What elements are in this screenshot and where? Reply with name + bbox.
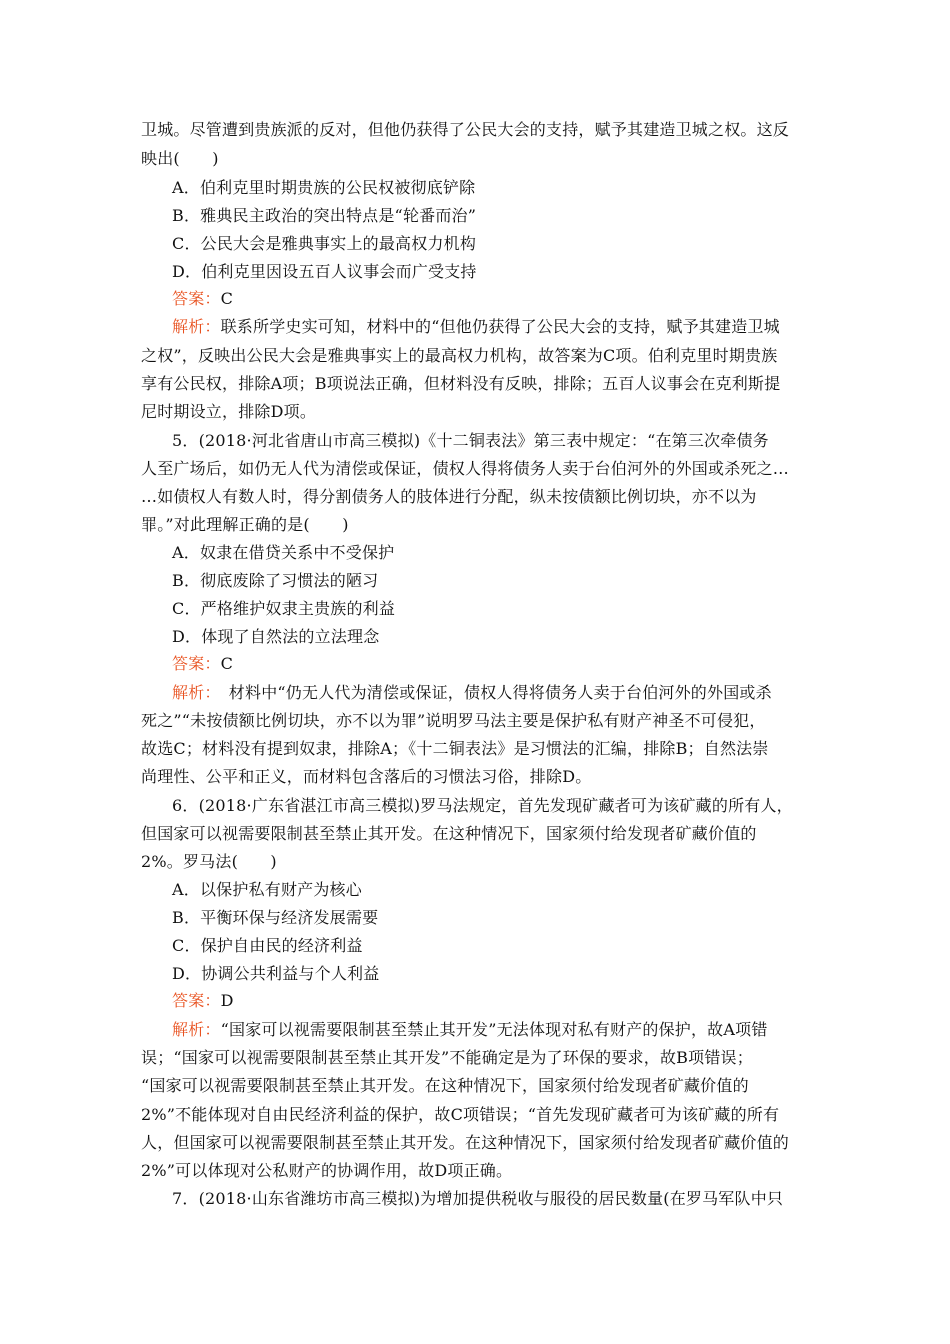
question-6-line: 6．(2018·广东省湛江市高三模拟)罗马法规定，首先发现矿藏者可为该矿藏的所有人， [172, 796, 793, 815]
answer-label: 答案： [172, 654, 221, 673]
answer-label: 答案： [172, 289, 221, 308]
answer-value: C [220, 654, 234, 673]
question-5-line: 罪。”对此理解正确的是( ) [141, 515, 349, 534]
option-d: D．体现了自然法的立法理念 [172, 627, 380, 646]
answer-label: 答案： [172, 991, 221, 1010]
analysis-line: 解析： 材料中“仍无人代为清偿或保证，债权人得将债务人卖于台伯河外的外国或杀 [172, 683, 772, 702]
option-c: C．公民大会是雅典事实上的最高权力机构 [172, 234, 477, 253]
question-stem-line: 映出( ) [141, 149, 219, 168]
analysis-line: 尚理性、公平和正义，而材料包含落后的习惯法习俗，排除D。 [141, 767, 592, 786]
option-a: A．奴隶在借贷关系中不受保护 [172, 543, 395, 562]
text-line: 卫城。尽管遭到贵族派的反对，但他仍获得了公民大会的支持，赋予其建造卫城之权。这反 [141, 120, 790, 139]
question-6-line: 2%。罗马法( ) [141, 852, 277, 871]
analysis-line: 享有公民权，排除A项；B项说法正确，但材料没有反映，排除；五百人议事会在克利斯提 [141, 374, 781, 393]
analysis-line: 误；“国家可以视需要限制甚至禁止其开发”不能确定是为了环保的要求，故B项错误； [141, 1048, 753, 1067]
answer-value: D [220, 991, 234, 1010]
option-b: B．平衡环保与经济发展需要 [172, 908, 379, 927]
analysis-line: 故选C；材料没有提到奴隶，排除A；《十二铜表法》是习惯法的汇编，排除B；自然法崇 [141, 739, 769, 758]
answer-line [172, 654, 233, 674]
analysis-line: 解析：“国家可以视需要限制甚至禁止其开发”无法体现对私有财产的保护，故A项错 [172, 1020, 768, 1039]
analysis-line: 尼时期设立，排除D项。 [141, 402, 317, 421]
option-a: A．以保护私有财产为核心 [172, 880, 362, 899]
answer-line [172, 289, 233, 309]
question-5-line: …如债权人有数人时，得分割债务人的肢体进行分配，纵未按债额比例切块，亦不以为 [141, 487, 757, 506]
answer-line [172, 991, 234, 1011]
option-c: C．保护自由民的经济利益 [172, 936, 363, 955]
option-d: D．协调公共利益与个人利益 [172, 964, 380, 983]
option-a: A．伯利克里时期贵族的公民权被彻底铲除 [172, 178, 476, 197]
analysis-line: “国家可以视需要限制甚至禁止其开发。在这种情况下，国家须付给发现者矿藏价值的 [141, 1076, 749, 1095]
analysis-label: 解析： [172, 317, 221, 336]
analysis-line: 死之”“未按债额比例切块，亦不以为罪”说明罗马法主要是保护私有财产神圣不可侵犯， [141, 711, 766, 730]
question-7-line: 7．(2018·山东省潍坊市高三模拟)为增加提供税收与服役的居民数量(在罗马军队中只 [172, 1189, 784, 1208]
analysis-line: 人，但国家可以视需要限制甚至禁止其开发。在这种情况下，国家须付给发现者矿藏价值的 [141, 1133, 790, 1152]
analysis-line: 之权”，反映出公民大会是雅典事实上的最高权力机构，故答案为C项。伯利克里时期贵族 [141, 346, 778, 365]
analysis-line: 解析：联系所学史实可知，材料中的“但他仍获得了公民大会的支持，赋予其建造卫城 [172, 317, 780, 336]
analysis-label: 解析： [172, 1020, 221, 1039]
analysis-line: 2%”可以体现对公私财产的协调作用，故D项正确。 [141, 1161, 513, 1180]
answer-value: C [220, 289, 234, 308]
question-5-line: 人至广场后，如仍无人代为清偿或保证，债权人得将债务人卖于台伯河外的外国或杀死之… [141, 459, 790, 478]
analysis-label: 解析： [172, 683, 213, 702]
question-6-line: 但国家可以视需要限制甚至禁止其开发。在这种情况下，国家须付给发现者矿藏价值的 [141, 824, 757, 843]
option-b: B．雅典民主政治的突出特点是“轮番而治” [172, 206, 477, 225]
analysis-line: 2%”不能体现对自由民经济利益的保护，故C项错误；“首先发现矿藏者可为该矿藏的所有 [141, 1105, 780, 1124]
question-5-line: 5．(2018·河北省唐山市高三模拟)《十二铜表法》第三表中规定：“在第三次牵债务 [172, 431, 769, 450]
option-c: C．严格维护奴隶主贵族的利益 [172, 599, 396, 618]
option-b: B．彻底废除了习惯法的陋习 [172, 571, 379, 590]
option-d: D．伯利克里因设五百人议事会而广受支持 [172, 262, 477, 281]
